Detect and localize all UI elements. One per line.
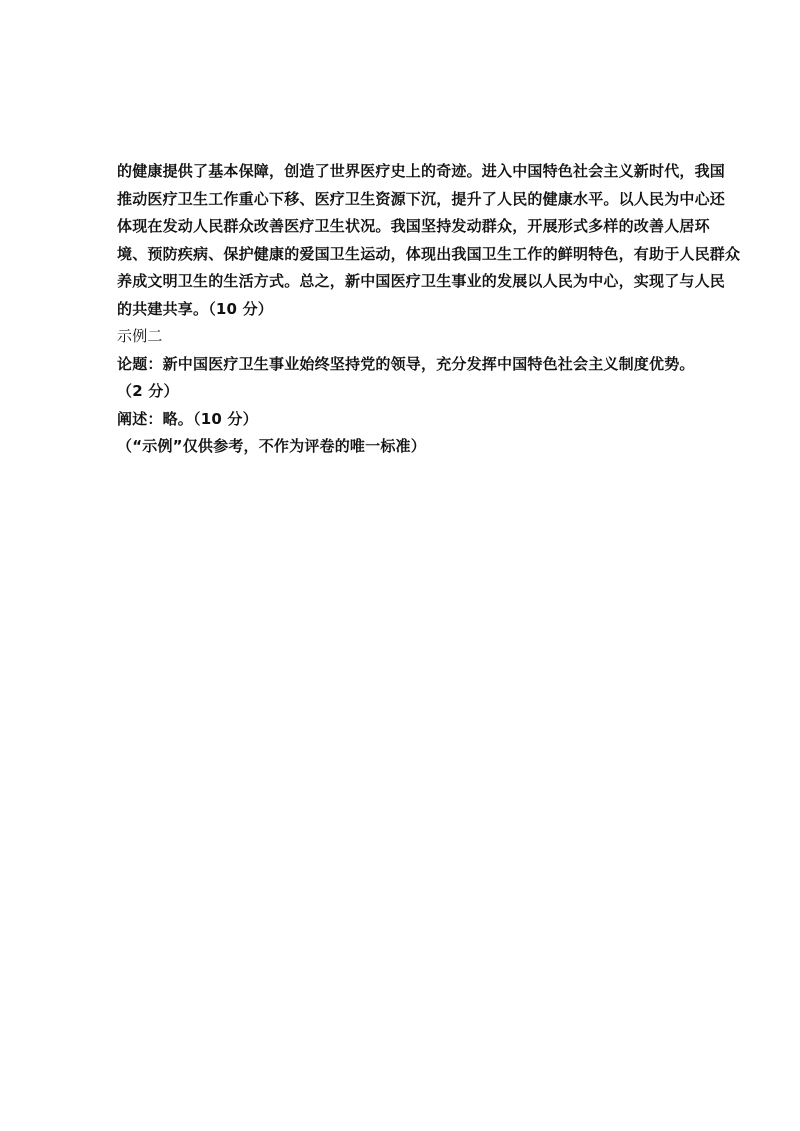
example-heading: 示例二 <box>117 327 163 345</box>
reference-note: （“示例”仅供参考，不作为评卷的唯一标准） <box>117 437 426 455</box>
document-body <box>117 158 741 461</box>
thesis-score: （2 分） <box>117 382 179 400</box>
paragraph-line: 境、预防疾病、保护健康的爱国卫生运动，体现出我国卫生工作的鲜明特色，有助于人民群众 <box>117 244 741 263</box>
paragraph-line-end: 的共建共享。（10 分） <box>117 299 273 318</box>
paragraph-line: 体现在发动人民群众改善医疗卫生状况。我国坚持发动群众，开展形式多样的改善人居环 <box>117 217 710 235</box>
paragraph-line: 的健康提供了基本保障，创造了世界医疗史上的奇迹。进入中国特色社会主义新时代，我国 <box>117 162 726 180</box>
thesis-line: 论题：新中国医疗卫生事业始终坚持党的领导，充分发挥中国特色社会主义制度优势。 <box>117 354 695 373</box>
paragraph-line: 推动医疗卫生工作重心下移、医疗卫生资源下沉，提升了人民的健康水平。以人民为中心还 <box>117 189 726 208</box>
explanation-line: 阐述：略。（10 分） <box>117 409 258 428</box>
paragraph-line: 养成文明卫生的生活方式。总之，新中国医疗卫生事业的发展以人民为中心，实现了与人民 <box>117 272 726 290</box>
